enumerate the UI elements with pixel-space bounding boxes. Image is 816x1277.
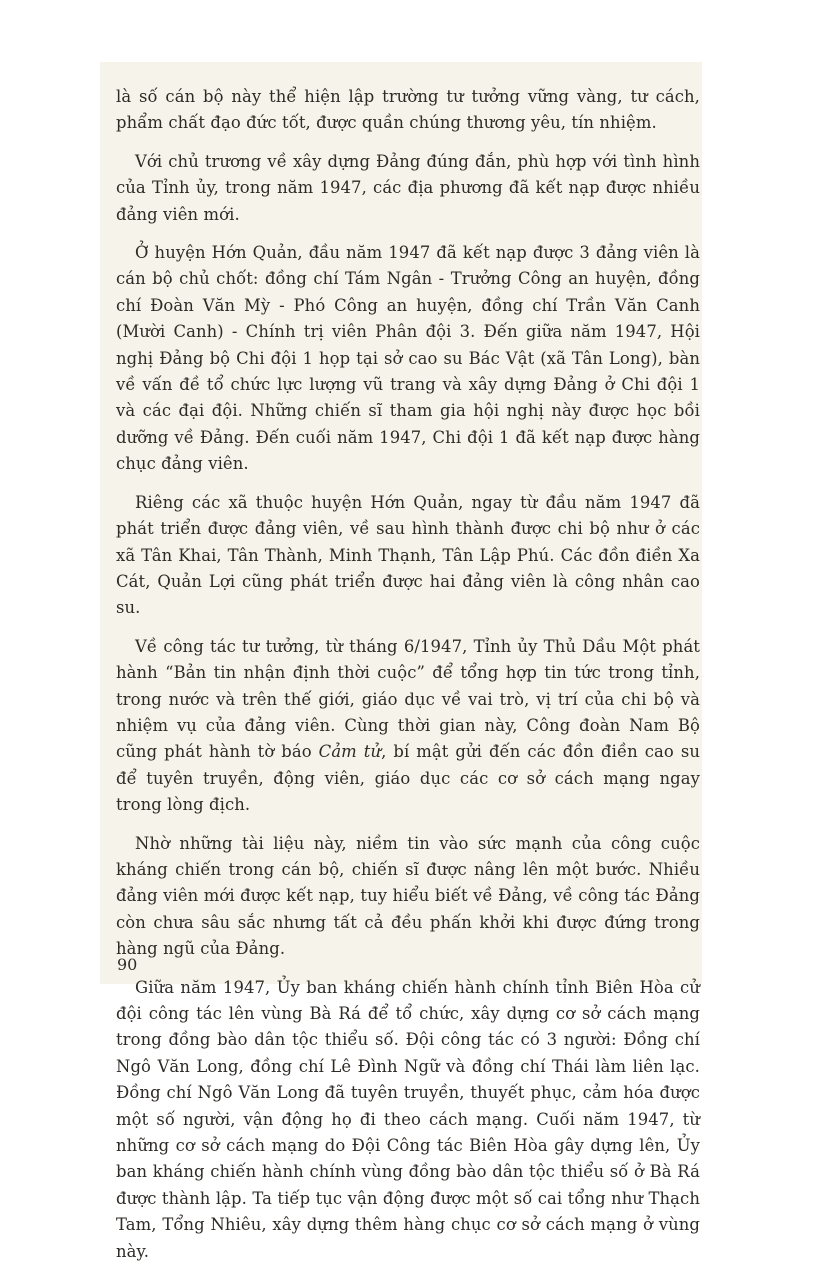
book-page	[100, 62, 702, 1261]
newspaper-title: Cảm tử	[318, 742, 382, 762]
paragraph-ba-ra: Giữa năm 1947, Ủy ban kháng chiến hành chính tỉnh Biên Hòa cử đội công tác lên vùng Bà Rá để tổ chức, xây dựng cơ sở cách mạng trong đồng bào dân tộc thiểu số. Đội công tác có 3 người: Đồng chí Ngô Văn Long, đồng chí Lê Đình Ngữ và đồng chí Thái làm liên lạc. Đồng chí Ngô Văn Long đã tuyên truyền, thuyết phục, cảm hóa được một số người, vận động họ đi theo cách mạng. Cuối năm 1947, từ những cơ sở cách mạng do Đội Công tác Biên Hòa gây dựng lên, Ủy ban kháng chiến hành chính vùng đồng bào dân tộc thiểu số ở Bà Rá được thành lập. Ta tiếp tục vận động được một số cai tổng như Thạch Tam, Tổng Nhiêu, xây dựng thêm hàng chục cơ sở cách mạng ở vùng này.	[116, 977, 700, 1261]
paragraph-continuation: là số cán bộ này thể hiện lập trường tư tưởng vững vàng, tư cách, phẩm chất đạo đức tốt, được quần chúng thương yêu, tín nhiệm.	[116, 87, 700, 133]
paragraph-communes: Riêng các xã thuộc huyện Hớn Quản, ngay từ đầu năm 1947 đã phát triển được đảng viên, về sau hình thành được chi bộ như ở các xã Tân Khai, Tân Thành, Minh Thạnh, Tân Lập Phú. Các đồn điền Xa Cát, Quản Lợi cũng phát triển được hai đảng viên là công nhân cao su.	[116, 492, 700, 618]
paragraph-ideology-work	[116, 634, 700, 819]
page-body-text	[116, 84, 700, 1277]
paragraph-party-building: Với chủ trương về xây dựng Đảng đúng đắn, phù hợp với tình hình của Tỉnh ủy, trong năm 1947, các địa phương đã kết nạp được nhiều đảng viên mới.	[116, 151, 700, 224]
page-number: 90	[117, 955, 138, 974]
paragraph-documents: Nhờ những tài liệu này, niềm tin vào sức mạnh của công cuộc kháng chiến trong cán bộ, chiến sĩ được nâng lên một bước. Nhiều đảng viên mới được kết nạp, tuy hiểu biết về Đảng, về công tác Đảng còn chưa sâu sắc nhưng tất cả đều phấn khởi khi được đứng trong hàng ngũ của Đảng.	[116, 833, 700, 959]
paragraph-ideology-text-before: Về công tác tư tưởng, từ tháng 6/1947, Tỉnh ủy Thủ Dầu Một phát hành “Bản tin nhận định thời cuộc” để tổng hợp tin tức trong tỉnh, trong nước và trên thế giới, giáo dục về vai trò, vị trí của chi bộ và nhiệm vụ của đảng viên. Cùng thời gian này, Công đoàn Nam Bộ cũng phát hành tờ báo	[116, 636, 700, 762]
paragraph-hon-quan: Ở huyện Hớn Quản, đầu năm 1947 đã kết nạp được 3 đảng viên là cán bộ chủ chốt: đồng chí Tám Ngân - Trưởng Công an huyện, đồng chí Đoàn Văn Mỳ - Phó Công an huyện, đồng chí Trần Văn Canh (Mười Canh) - Chính trị viên Phân đội 3. Đến giữa năm 1947, Hội nghị Đảng bộ Chi đội 1 họp tại sở cao su Bác Vật (xã Tân Long), bàn về vấn đề tổ chức lực lượng vũ trang và xây dựng Đảng ở Chi đội 1 và các đại đội. Những chiến sĩ tham gia hội nghị này được học bồi dưỡng về Đảng. Đến cuối năm 1947, Chi đội 1 đã kết nạp được hàng chục đảng viên.	[116, 243, 700, 474]
paragraph-ideology-text-after: , bí mật gửi đến các đồn điền cao su để tuyên truyền, động viên, giáo dục các cơ sở cách mạng ngay trong lòng địch.	[116, 742, 700, 815]
